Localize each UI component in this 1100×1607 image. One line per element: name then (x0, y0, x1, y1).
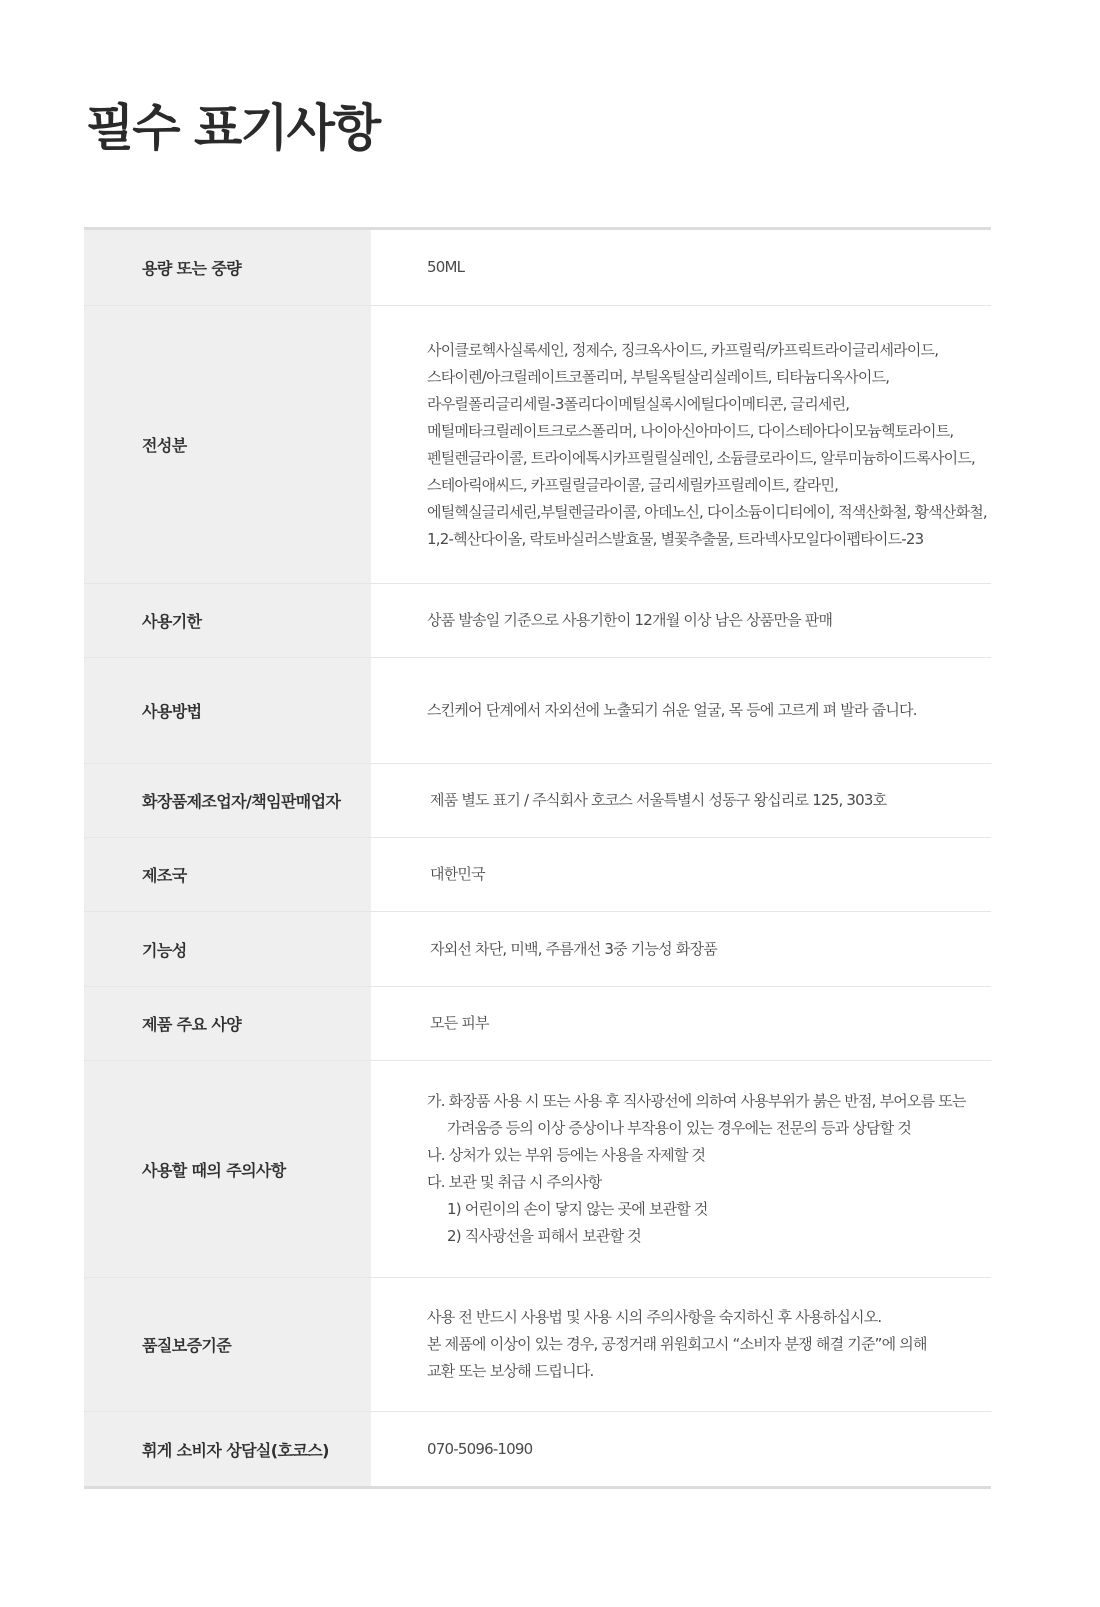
row-label: 사용할 때의 주의사항 (142, 1160, 286, 1180)
row-label: 사용방법 (142, 702, 202, 721)
value-line: 본 제품에 이상이 있는 경우, 공정거래 위원회고시 “소비자 분쟁 해결 기준”에 의해 (427, 1335, 927, 1353)
row-value (371, 1412, 991, 1486)
value-line: 2) 직사광선을 피해서 보관할 것 (447, 1227, 641, 1245)
value-line: 사용 전 반드시 사용법 및 사용 시의 주의사항을 숙지하신 후 사용하십시오. (427, 1308, 882, 1326)
value-line: 가려움증 등의 이상 증상이나 부작용이 있는 경우에는 전문의 등과 상담할 것 (447, 1119, 912, 1137)
row-value (371, 987, 991, 1060)
row-value (371, 658, 991, 763)
row-label: 용량 또는 중량 (142, 259, 242, 278)
value-line: 스킨케어 단계에서 자외선에 노출되기 쉬운 얼굴, 목 등에 고르게 펴 발라 줍니다. (427, 701, 917, 719)
row-label: 전성분 (142, 436, 187, 455)
row-label: 제조국 (142, 866, 187, 885)
value-line: 메틸메타크릴레이트크로스폴리머, 나이아신아마이드, 다이스테아다이모늄헥토라이트, (427, 421, 954, 440)
value-line: 1,2-헥산다이올, 락토바실러스발효물, 별꽃추출물, 트라넥사모일다이펩타이드-23 (427, 529, 924, 548)
contact-phone: 070-5096-1090 (427, 1439, 533, 1458)
table-row-expiry (84, 584, 991, 658)
table-row-manufacturer (84, 764, 991, 838)
page-title: 필수 표기사항 (86, 99, 380, 157)
table-row-contact (84, 1412, 991, 1486)
row-value (371, 1061, 991, 1277)
row-label: 기능성 (142, 940, 187, 960)
row-label: 화장품제조업자/책임판매업자 (142, 792, 341, 811)
value-line: 제품 별도 표기 / 주식회사 호코스 서울특별시 성동구 왕십리로 125, 303호 (430, 791, 887, 809)
value-line: 50ML (427, 258, 465, 276)
table-row-function (84, 912, 991, 987)
value-line: 1) 어린이의 손이 닿지 않는 곳에 보관할 것 (447, 1200, 708, 1218)
value-line: 대한민국 (430, 865, 485, 883)
row-label: 휘게 소비자 상담실(호코스) (142, 1440, 329, 1460)
table-row-usage (84, 658, 991, 764)
value-line: 스타이렌/아크릴레이트코폴리머, 부틸옥틸살리실레이트, 티타늄디옥사이드, (427, 367, 890, 386)
value-line: 사이클로헥사실록세인, 정제수, 징크옥사이드, 카프릴릭/카프릭트라이글리세라이드, (427, 340, 939, 359)
row-value (371, 306, 995, 583)
row-value (371, 230, 991, 305)
row-value (371, 838, 991, 911)
row-label: 사용기한 (142, 612, 202, 631)
value-line: 라우릴폴리글리세릴-3폴리다이메틸실록시에틸다이메티콘, 글리세린, (427, 394, 850, 413)
product-info-table (84, 227, 991, 1489)
value-line: 모든 피부 (430, 1014, 489, 1032)
table-row-country (84, 838, 991, 912)
table-row-capacity (84, 230, 991, 306)
value-line: 교환 또는 보상해 드립니다. (427, 1362, 594, 1380)
value-line: 펜틸렌글라이콜, 트라이에톡시카프릴릴실레인, 소듐클로라이드, 알루미늄하이드록사이드, (427, 448, 976, 467)
value-line: 상품 발송일 기준으로 사용기한이 12개월 이상 남은 상품만을 판매 (427, 611, 833, 629)
value-line: 스테아릭애씨드, 카프릴릴글라이콜, 글리세릴카프릴레이트, 칼라민, (427, 475, 839, 494)
value-line: 자외선 차단, 미백, 주름개선 3중 기능성 화장품 (430, 939, 717, 958)
row-label: 제품 주요 사양 (142, 1015, 242, 1034)
value-line: 다. 보관 및 취급 시 주의사항 (427, 1173, 602, 1191)
table-row-cautions (84, 1061, 991, 1278)
row-value (371, 584, 991, 657)
value-line: 나. 상처가 있는 부위 등에는 사용을 자제할 것 (427, 1146, 706, 1164)
value-line: 에틸헥실글리세린,부틸렌글라이콜, 아데노신, 다이소듐이디티에이, 적색산화철, 황색산화철, (427, 502, 987, 521)
value-line: 가. 화장품 사용 시 또는 사용 후 직사광선에 의하여 사용부위가 붉은 반점, 부어오름 또는 (427, 1092, 966, 1110)
row-label: 품질보증기준 (142, 1336, 232, 1355)
table-row-spec (84, 987, 991, 1061)
table-row-ingredients (84, 306, 991, 584)
table-row-quality (84, 1278, 991, 1412)
row-value (371, 764, 991, 837)
row-value (371, 1278, 991, 1411)
row-value (371, 912, 991, 986)
